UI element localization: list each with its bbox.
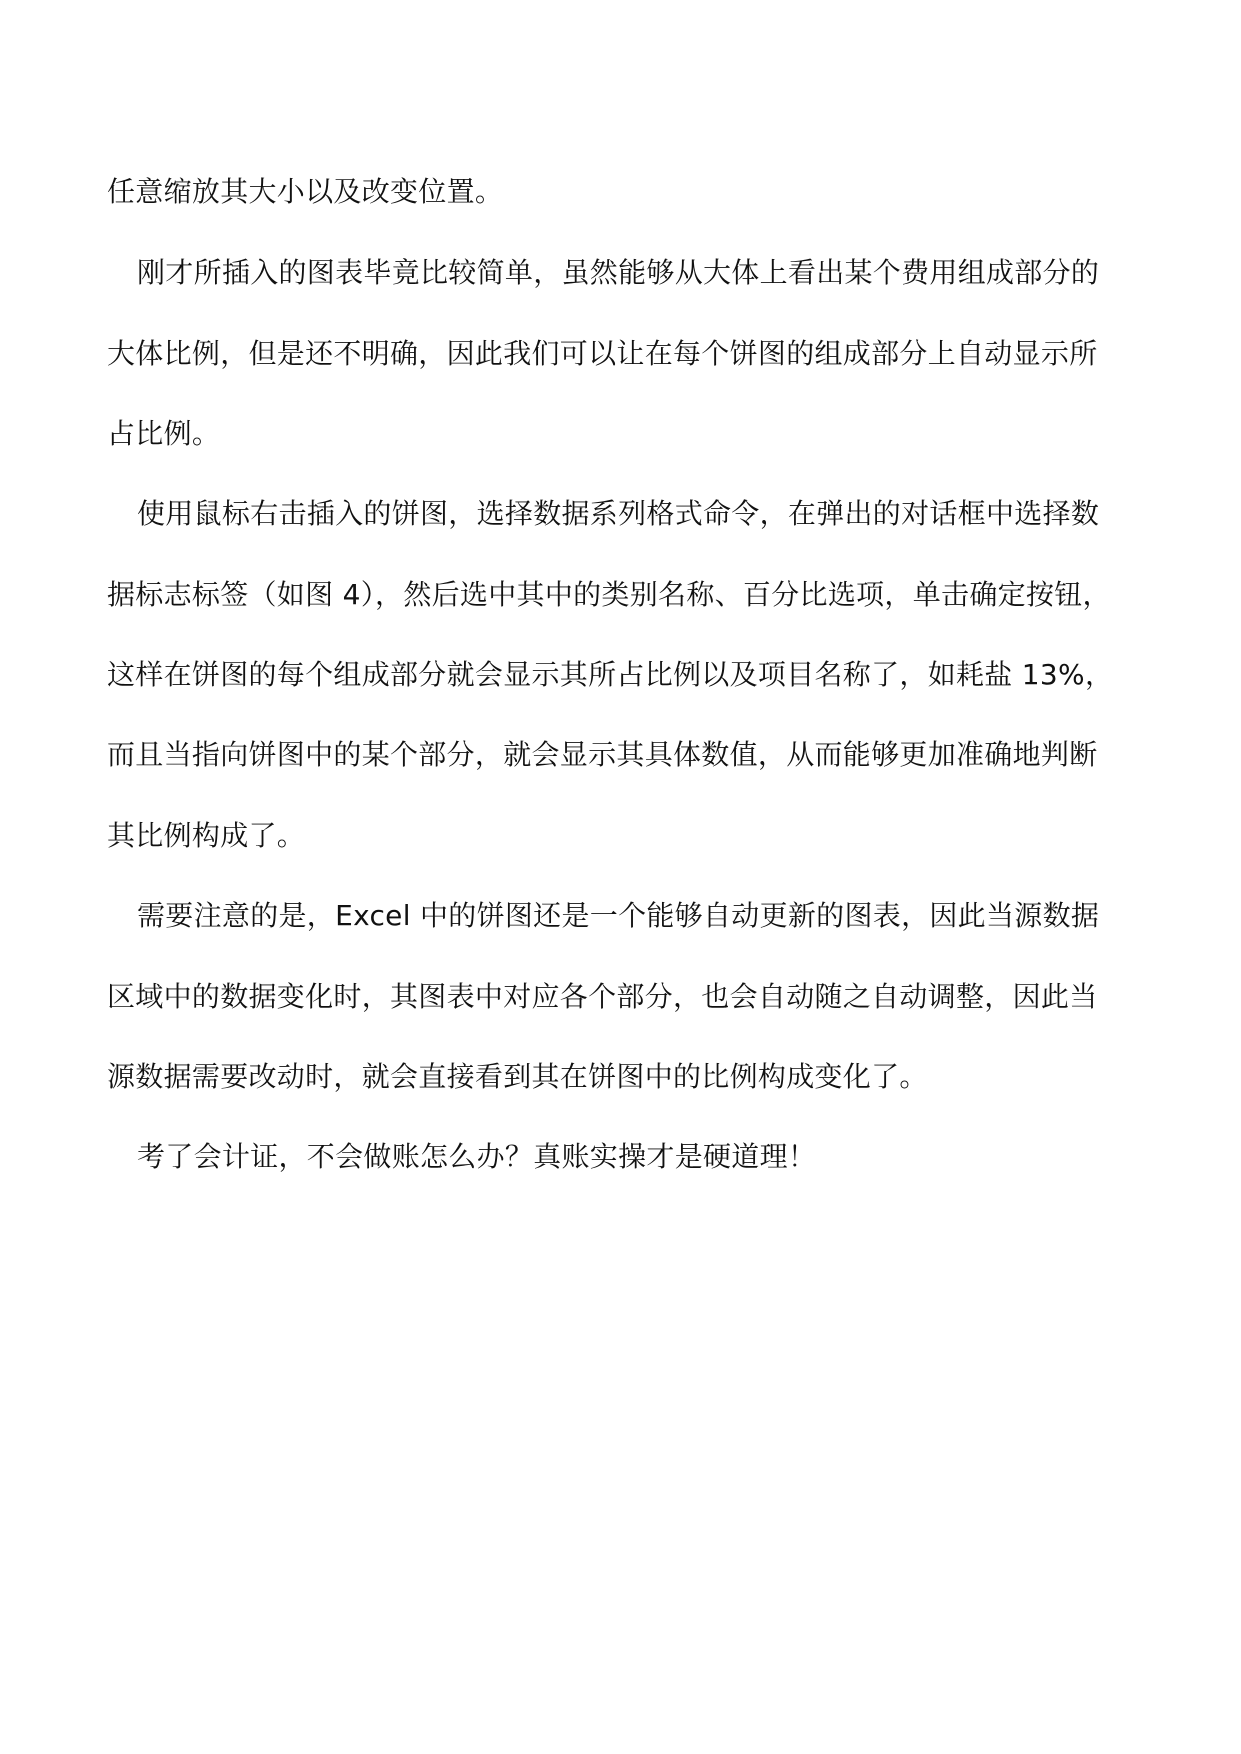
paragraph-line: 任意缩放其大小以及改变位置。 bbox=[107, 175, 504, 208]
paragraph-line: 大体比例，但是还不明确，因此我们可以让在每个饼图的组成部分上自动显示所 bbox=[107, 337, 1098, 370]
paragraph-line: 使用鼠标右击插入的饼图，选择数据系列格式命令，在弹出的对话框中选择数 bbox=[137, 497, 1100, 530]
paragraph-line: 刚才所插入的图表毕竟比较简单，虽然能够从大体上看出某个费用组成部分的 bbox=[137, 256, 1100, 289]
paragraph-line: 占比例。 bbox=[107, 417, 221, 450]
paragraph-line: 区域中的数据变化时，其图表中对应各个部分，也会自动随之自动调整，因此当 bbox=[107, 980, 1098, 1013]
paragraph-line: 据标志标签（如图 4），然后选中其中的类别名称、百分比选项，单击确定按钮， bbox=[107, 578, 1111, 611]
paragraph-line: 考了会计证，不会做账怎么办？真账实操才是硬道理！ bbox=[137, 1140, 817, 1173]
paragraph-line: 源数据需要改动时，就会直接看到其在饼图中的比例构成变化了。 bbox=[107, 1060, 928, 1093]
paragraph-line: 需要注意的是，Excel 中的饼图还是一个能够自动更新的图表，因此当源数据 bbox=[137, 899, 1100, 932]
paragraph-line: 其比例构成了。 bbox=[107, 819, 306, 852]
paragraph-line: 而且当指向饼图中的某个部分，就会显示其具体数值，从而能够更加准确地判断 bbox=[107, 738, 1098, 771]
paragraph-line: 这样在饼图的每个组成部分就会显示其所占比例以及项目名称了，如耗盐 13%， bbox=[107, 658, 1114, 691]
